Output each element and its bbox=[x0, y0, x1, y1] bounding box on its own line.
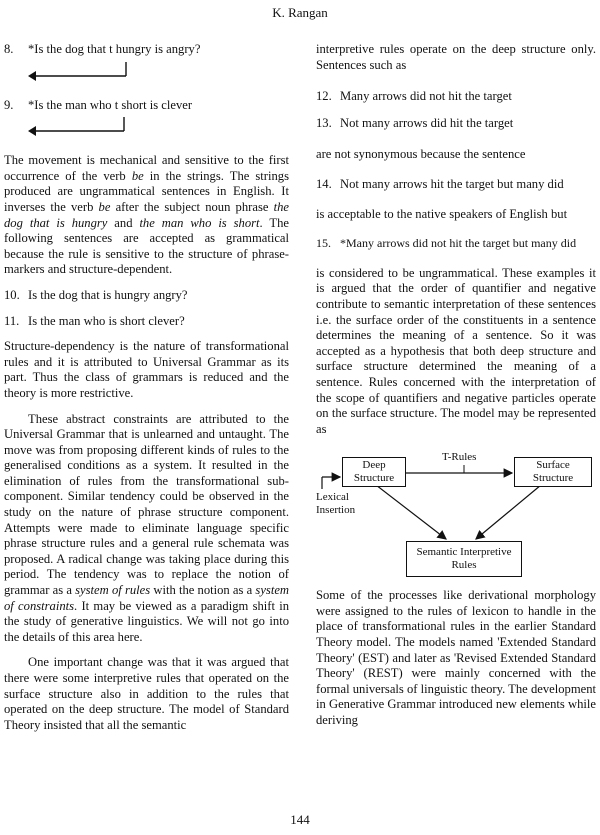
example-11 bbox=[4, 314, 289, 330]
movement-arrow-icon bbox=[26, 62, 136, 82]
paragraph-deep-structure: interpretive rules operate on the deep structure only. Sentences such as bbox=[316, 42, 596, 72]
surface-structure-box: Surface Structure bbox=[514, 457, 592, 487]
example-14 bbox=[316, 177, 596, 193]
example-number: 10. bbox=[4, 287, 20, 302]
paragraph-not-synonymous: are not synonymous because the sentence bbox=[316, 147, 526, 162]
example-text: Many arrows did not hit the target bbox=[340, 89, 512, 104]
example-text: *Is the man who t short is clever bbox=[28, 97, 193, 112]
example-number: 14. bbox=[316, 176, 332, 191]
paragraph-structure-dependency: Structure-dependency is the nature of transformational rules and it is attributed to Universal Grammar as its part. Thus the class of grammars is reduced and the theory is more restrictive. bbox=[4, 339, 289, 400]
example-number: 12. bbox=[316, 89, 332, 104]
paragraph-movement: The movement is mechanical and sensitive to the first occurrence of the verb be in the strings. The strings produced are ungrammatical sentences in English. It inverses the verb be after the subject noun phrase the dog that is hungry and the man who is short. The following sentences are accepted as grammatical because the rule is sensitive to the structure of phrase-markers and structure-dependent. bbox=[4, 153, 289, 277]
deep-to-semantic-arrow bbox=[376, 485, 446, 539]
running-head: K. Rangan bbox=[272, 5, 328, 20]
paragraph-interpretive-rules: One important change was that it was argued that there were some interpretive rules that operated on the surface structure also in addition to the rules that operated on the deep structure. The model of Standard Theory insisted that all the semantic bbox=[4, 655, 289, 732]
example-8 bbox=[4, 42, 289, 58]
example-number: 15. bbox=[316, 236, 331, 251]
right-column bbox=[316, 42, 596, 739]
example-text: Is the man who is short clever? bbox=[28, 313, 185, 328]
lexical-insertion-label: Lexical Insertion bbox=[316, 491, 356, 517]
example-text: Not many arrows did hit the target bbox=[340, 115, 514, 130]
example-10 bbox=[4, 288, 289, 304]
example-number: 13. bbox=[316, 115, 332, 130]
example-number: 11. bbox=[4, 313, 20, 328]
example-9 bbox=[4, 98, 289, 114]
paragraph-lexicon: Some of the processes like derivational morphology were assigned to the rules of lexicon to handle in the place of transformational rules in the earlier Standard Theory model. The models named 'Extended Standard Theory' (EST) and later as 'Revised Extended Standard Theory' (REST) were mainly concerned with the formal universals of linguistic theory. The development in Generative Grammar introduced new elements while deriving bbox=[316, 588, 596, 728]
paragraph-ungrammatical: is considered to be ungrammatical. These examples it is argued that the order of quantifier and negative contribute to semantic interpretation of these sentences i.e. the surface order of the constituents in a sentence determines the meaning of a sentence. So it was accepted as a hypothesis that both deep structure and surface structure determined the meaning of a sentence. Rules concerned with the interpretation of the scope of quantifiers and negative particles operate on the surface structure. The model may be represented as bbox=[316, 265, 596, 436]
left-column bbox=[4, 42, 289, 743]
t-rules-label: T-Rules bbox=[442, 451, 477, 464]
example-15 bbox=[316, 236, 596, 252]
movement-arrow-8 bbox=[4, 62, 289, 82]
paragraph-abstract-constraints: These abstract constraints are attributed to the Universal Grammar that is unlearned and untaught. The move was from proposing different kinds of rules to the generalised conditions as a system. It resulted in the elimination of rules from the transformational sub-component. Similar tendency could be observed in the study on the nature of phrase structure component. Attempts were made to eliminate language specific phrase structure rules and a general rule schemata was proposed. A radical change was taking place during this period. The tendency was to replace the notion of grammar as a system of rules with the notion as a system of constraints. It may be viewed as a paradigm shift in the study of generative linguistics. We will not go into the details of this area here. bbox=[4, 411, 290, 644]
example-text: *Many arrows did not hit the target but many did bbox=[340, 236, 577, 251]
paragraph-acceptable: is acceptable to the native speakers of English but bbox=[316, 206, 568, 221]
example-13 bbox=[316, 116, 596, 132]
deep-structure-box: Deep Structure bbox=[342, 457, 406, 487]
example-number: 8. bbox=[4, 42, 14, 56]
example-text: *Is the dog that t hungry is angry? bbox=[28, 42, 201, 56]
semantic-interpretive-rules-box: Semantic Interpretive Rules bbox=[406, 541, 522, 577]
surface-to-semantic-arrow bbox=[476, 485, 541, 539]
movement-arrow-icon bbox=[26, 117, 136, 137]
example-number: 9. bbox=[4, 97, 14, 112]
movement-arrow-9 bbox=[4, 117, 289, 137]
model-diagram bbox=[316, 447, 596, 582]
example-text: Not many arrows hit the target but many did bbox=[340, 176, 564, 191]
example-12 bbox=[316, 89, 596, 105]
example-text: Is the dog that is hungry angry? bbox=[28, 287, 188, 302]
page-number: 144 bbox=[290, 812, 310, 827]
